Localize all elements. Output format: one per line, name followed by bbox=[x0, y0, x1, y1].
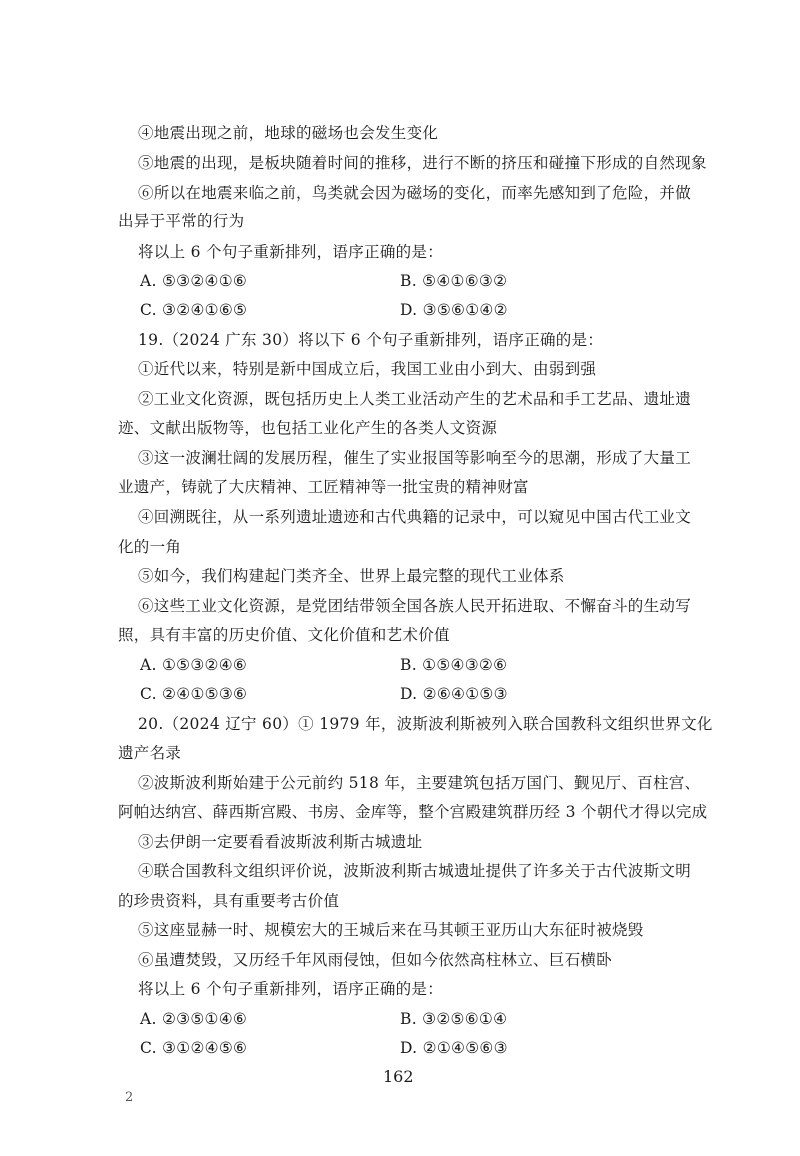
q20-sentence-1-cont: 遗产名录 bbox=[118, 744, 182, 762]
q20-sentence-4: ④联合国教科文组织评价说，波斯波利斯古城遗址提供了许多关于古代波斯文明 bbox=[138, 862, 692, 880]
q19-option-a: A. ①⑤③②④⑥ bbox=[140, 656, 248, 674]
q20-option-b: B. ③②⑤⑥①④ bbox=[400, 1010, 508, 1028]
q19-sentence-2-cont: 迹、文献出版物等，也包括工业化产生的各类人文资源 bbox=[118, 419, 498, 437]
q19-option-c: C. ②④①⑤③⑥ bbox=[140, 685, 248, 703]
q20-sentence-6: ⑥虽遭焚毁，又历经千年风雨侵蚀，但如今依然高柱林立、巨石横卧 bbox=[138, 951, 613, 969]
option-d: D. ③⑤⑥①④② bbox=[400, 301, 508, 319]
q19-sentence-3: ③这一波澜壮阔的发展历程，催生了实业报国等影响至今的思潮，形成了大量工 bbox=[138, 449, 692, 467]
q19-option-b: B. ①⑤④③②⑥ bbox=[400, 656, 508, 674]
q20-sentence-3: ③去伊朗一定要看看波斯波利斯古城遗址 bbox=[138, 833, 423, 851]
q20-sentence-2-cont: 阿帕达纳宫、薛西斯宫殿、书房、金库等，整个宫殿建筑群历经 3 个朝代才得以完成 bbox=[118, 803, 708, 821]
sentence-6-line: ⑥所以在地震来临之前，鸟类就会因为磁场的变化，而率先感知到了危险，并做 bbox=[138, 184, 692, 202]
q19-sentence-1: ①近代以来，特别是新中国成立后，我国工业由小到大、由弱到强 bbox=[138, 360, 597, 378]
option-a: A. ⑤③②④①⑥ bbox=[140, 272, 248, 290]
option-b: B. ⑤④①⑥③② bbox=[400, 272, 508, 290]
question-19-title: 19.（2024 广东 30）将以下 6 个句子重新排列，语序正确的是： bbox=[138, 331, 604, 349]
q19-sentence-4-cont: 化的一角 bbox=[118, 538, 182, 556]
q19-sentence-3-cont: 业遗产，铸就了大庆精神、工匠精神等一批宝贵的精神财富 bbox=[118, 478, 529, 496]
q20-sentence-4-cont: 的珍贵资料，具有重要考古价值 bbox=[118, 892, 340, 910]
sentence-4-line: ④地震出现之前，地球的磁场也会发生变化 bbox=[138, 124, 439, 142]
q20-option-d: D. ②①④⑤⑥③ bbox=[400, 1039, 508, 1057]
q19-option-d: D. ②⑥④①⑤③ bbox=[400, 685, 508, 703]
q19-sentence-6-cont: 照，具有丰富的历史价值、文化价值和艺术价值 bbox=[118, 626, 450, 644]
q20-option-c: C. ③①②④⑤⑥ bbox=[140, 1039, 248, 1057]
corner-mark: 2 bbox=[125, 1090, 134, 1105]
page-number: 162 bbox=[383, 1067, 414, 1086]
question-prompt: 将以上 6 个句子重新排列，语序正确的是： bbox=[138, 243, 444, 261]
q20-option-a: A. ②③⑤①④⑥ bbox=[140, 1010, 248, 1028]
q20-sentence-5: ⑤这座显赫一时、规模宏大的王城后来在马其顿王亚历山大东征时被烧毁 bbox=[138, 921, 644, 939]
q19-sentence-2: ②工业文化资源，既包括历史上人类工业活动产生的艺术品和手工艺品、遗址遗 bbox=[138, 390, 692, 408]
sentence-6-continuation: 出异于平常的行为 bbox=[118, 212, 245, 230]
sentence-5-line: ⑤地震的出现，是板块随着时间的推移，进行不断的挤压和碰撞下形成的自然现象 bbox=[138, 154, 707, 172]
q19-sentence-4: ④回溯既往，从一系列遗址遗迹和古代典籍的记录中，可以窥见中国古代工业文 bbox=[138, 508, 692, 526]
question-20-title: 20.（2024 辽宁 60）① 1979 年，波斯波利斯被列入联合国教科文组织世界文化 bbox=[138, 715, 713, 733]
q20-sentence-2: ②波斯波利斯始建于公元前约 518 年，主要建筑包括万国门、觐见厅、百柱宫、 bbox=[138, 774, 701, 792]
q20-prompt: 将以上 6 个句子重新排列，语序正确的是： bbox=[138, 980, 444, 998]
option-c: C. ③②④①⑥⑤ bbox=[140, 301, 248, 319]
q19-sentence-6: ⑥这些工业文化资源，是党团结带领全国各族人民开拓进取、不懈奋斗的生动写 bbox=[138, 597, 692, 615]
q19-sentence-5: ⑤如今，我们构建起门类齐全、世界上最完整的现代工业体系 bbox=[138, 567, 565, 585]
